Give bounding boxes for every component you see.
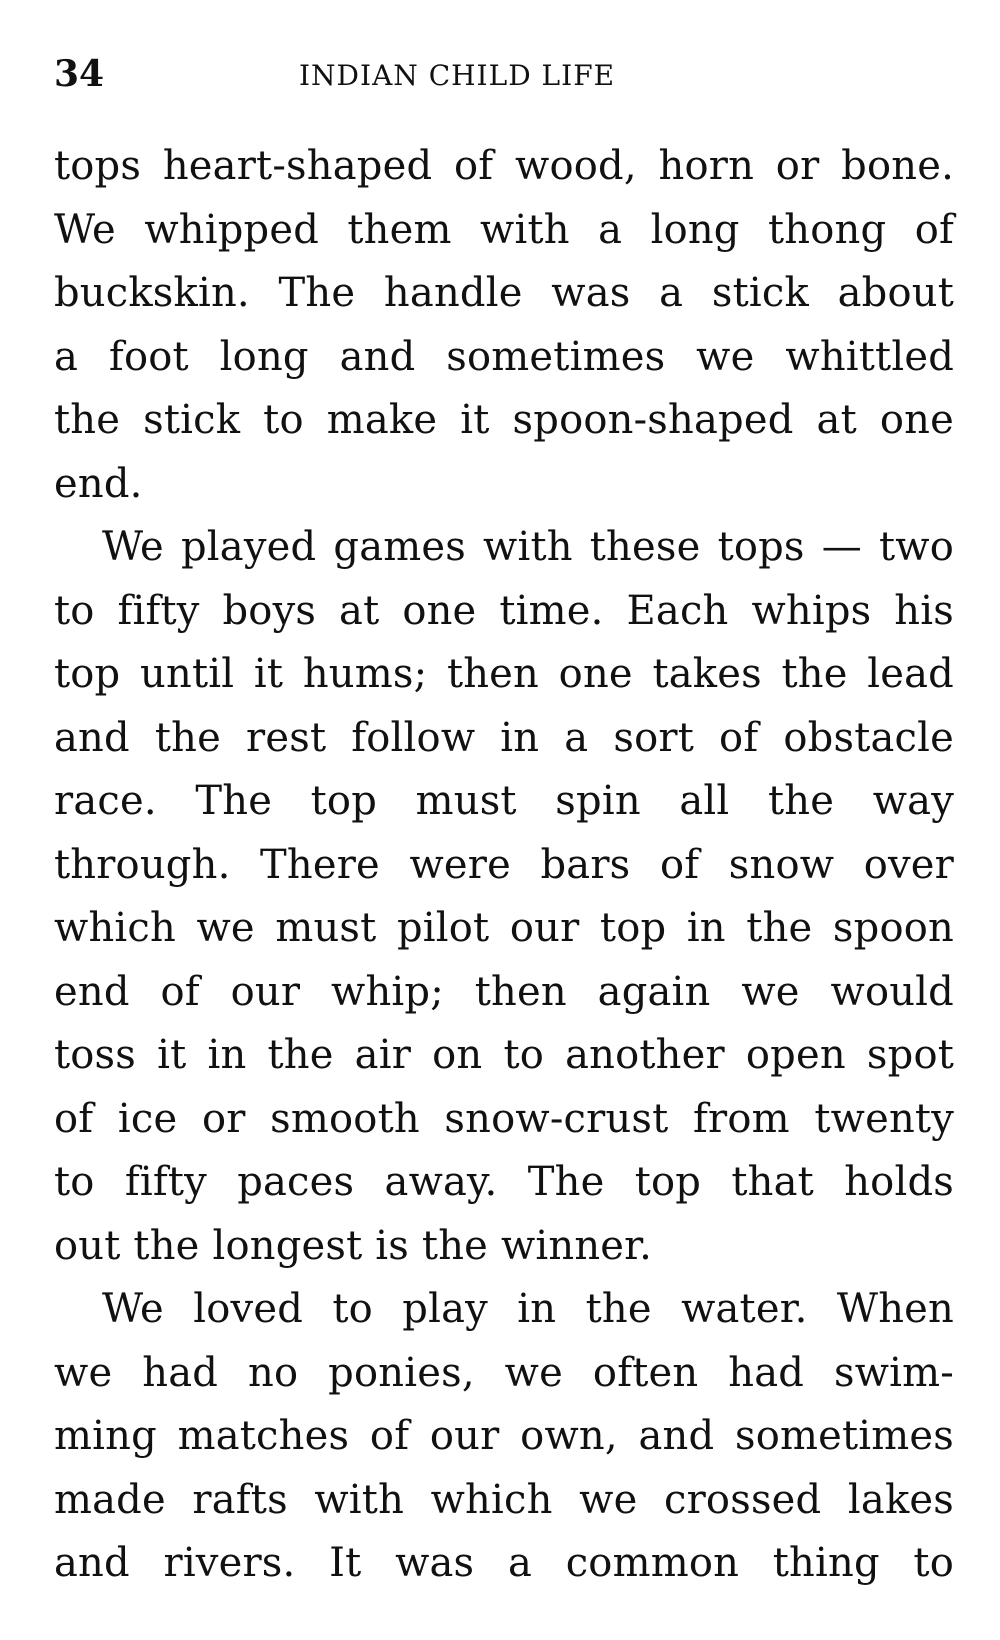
text-line: which we must pilot our top in the spoon xyxy=(54,905,954,951)
running-title: INDIAN CHILD LIFE xyxy=(299,59,616,92)
text-line: the stick to make it spoon-shaped at one xyxy=(54,397,954,443)
running-head xyxy=(54,52,954,96)
text-line: and rivers. It was a common thing to xyxy=(54,1540,954,1586)
paragraph-start-line: We played games with these tops — two xyxy=(102,524,954,570)
text-line: top until it hums; then one takes the lead xyxy=(54,651,954,697)
text-line: buckskin. The handle was a stick about xyxy=(54,270,954,316)
body-text xyxy=(54,135,954,1596)
text-line: we had no ponies, we often had swim- xyxy=(54,1349,954,1396)
text-line: toss it in the air on to another open spot xyxy=(54,1032,954,1078)
text-line: race. The top must spin all the way xyxy=(54,778,954,824)
text-line: end. xyxy=(54,460,143,507)
text-line: made rafts with which we crossed lakes xyxy=(54,1476,954,1523)
text-line: of ice or smooth snow-crust from twenty xyxy=(54,1095,954,1142)
text-line: We whipped them with a long thong of xyxy=(54,206,954,253)
text-line: to fifty boys at one time. Each whips his xyxy=(54,587,954,634)
text-line: through. There were bars of snow over xyxy=(54,841,954,888)
text-line: to fifty paces away. The top that holds xyxy=(54,1159,954,1205)
text-line: a foot long and sometimes we whittled xyxy=(54,333,954,380)
page-number: 34 xyxy=(54,53,105,95)
text-line: ming matches of our own, and sometimes xyxy=(54,1413,954,1459)
text-line: end of our whip; then again we would xyxy=(54,968,954,1015)
paragraph-start-line: We loved to play in the water. When xyxy=(102,1286,954,1332)
text-line: out the longest is the winner. xyxy=(54,1222,653,1269)
text-line: tops heart-shaped of wood, horn or bone. xyxy=(54,143,954,189)
text-line: and the rest follow in a sort of obstacle xyxy=(54,714,954,761)
